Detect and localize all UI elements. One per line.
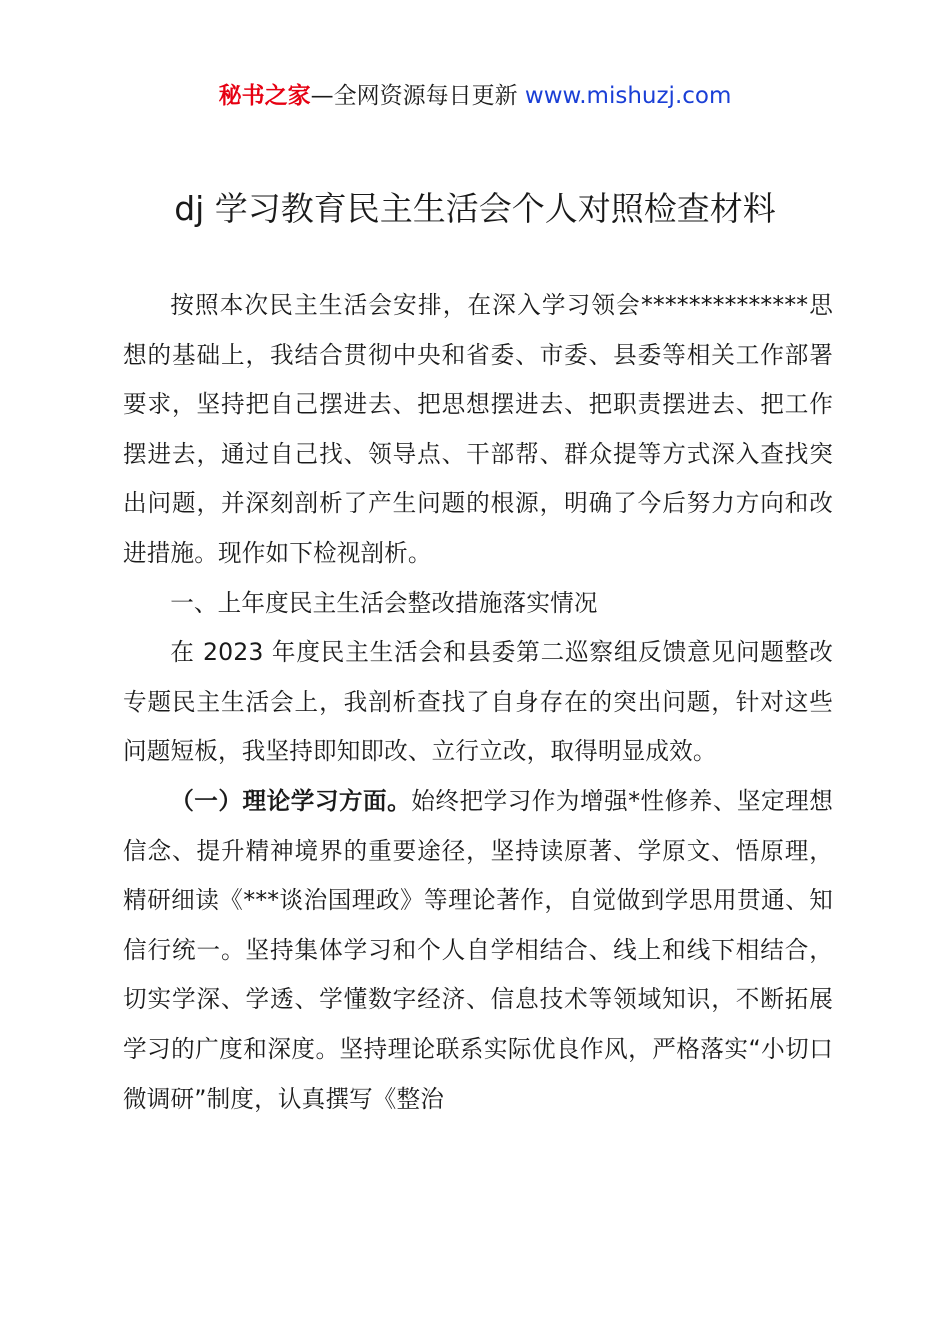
intro-paragraph: 按照本次民主生活会安排，在深入学习领会**************思想的基础上，我结合贯彻中央和省委、市委、县委等相关工作部署要求，坚持把自己摆进去、把思想摆进去、把职责摆进去、把工作摆进去，通过自己找、领导点、干部帮、群众提等方式深入查找突出问题，并深刻剖析了产生问题的根源，明确了今后努力方向和改进措施。现作如下检视剖析。 (123, 291, 833, 567)
document-body (123, 281, 833, 1124)
section-paragraph: 在 2023 年度民主生活会和县委第二巡察组反馈意见问题整改专题民主生活会上，我剖析查找了自身存在的突出问题，针对这些问题短板，我坚持即知即改、立行立改，取得明显成效。 (123, 638, 833, 766)
document-title: dj 学习教育民主生活会个人对照检查材料 (174, 189, 776, 228)
site-brand: 秘书之家 (218, 83, 311, 109)
site-url-link[interactable]: www.mishuzj.com (524, 83, 732, 109)
site-header (0, 80, 950, 112)
site-tagline: —全网资源每日更新 (310, 83, 518, 109)
subsection-text: 始终把学习作为增强*性修养、坚定理想信念、提升精神境界的重要途径，坚持读原著、学原文、悟原理，精研细读《***谈治国理政》等理论著作，自觉做到学思用贯通、知信行统一。坚持集体学习和个人自学相结合、线上和线下相结合，切实学深、学透、学懂数字经济、信息技术等领域知识，不断拓展学习的广度和深度。坚持理论联系实际优良作风，严格落实“小切口微调研”制度，认真撰写《整治 (123, 786, 833, 1113)
section-heading: 一、上年度民主生活会整改措施落实情况 (170, 588, 598, 617)
subsection-heading: （一）理论学习方面。 (170, 786, 412, 815)
subsection-paragraph (123, 777, 833, 1124)
